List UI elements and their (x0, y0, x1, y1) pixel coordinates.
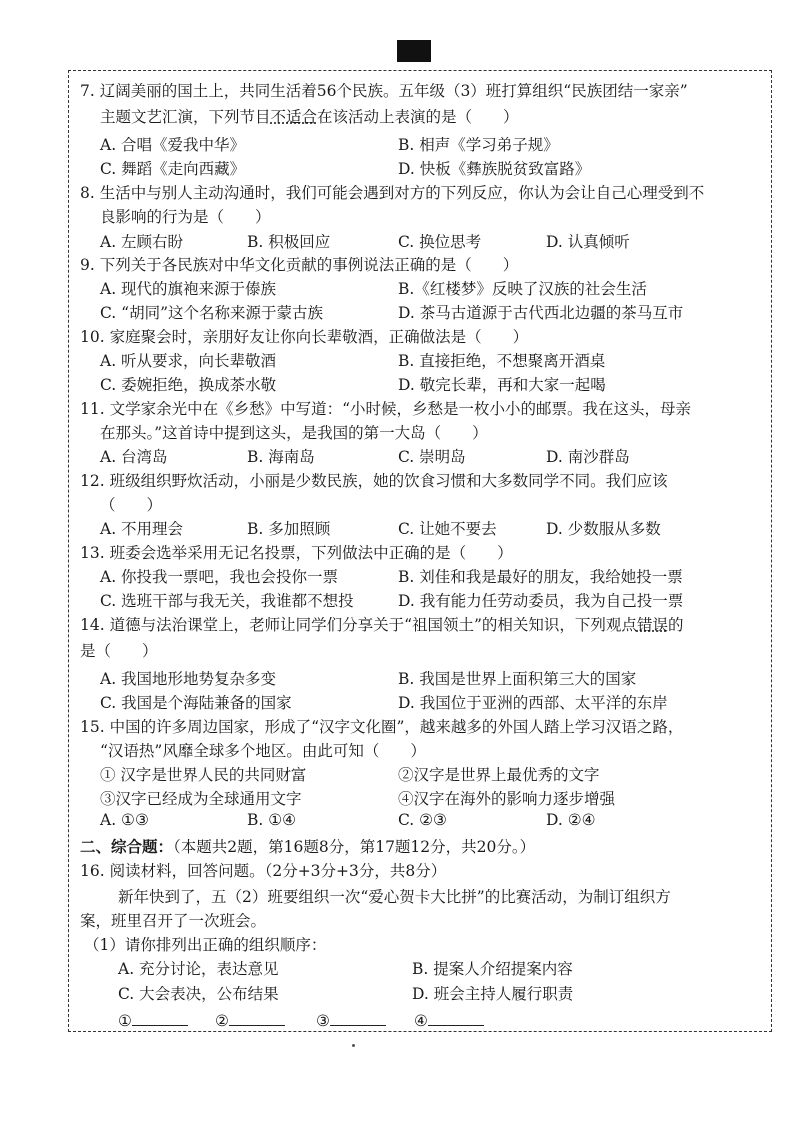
blank-1-label: ① (118, 1012, 132, 1030)
q14-option-b: B. 我国是世界上面积第三大的国家 (398, 670, 637, 688)
q15-option-a: A. ①③ (100, 811, 149, 829)
q8-option-b: B. 积极回应 (247, 233, 331, 251)
q15-stem-line2: “汉语热”风靡全球多个地区。由此可知（ ） (100, 742, 426, 760)
q9-stem: 9. 下列关于各民族对中华文化贡献的事例说法正确的是（ ） (80, 256, 519, 274)
q7-option-d: D. 快板《彝族脱贫致富路》 (398, 160, 591, 178)
q12-stem-line2: （ ） (100, 496, 163, 514)
q10-option-b: B. 直接拒绝，不想聚离开酒桌 (398, 352, 606, 370)
q7-stem-line1: 7. 辽阔美丽的国土上，共同生活着56个民族。五年级（3）班打算组织“民族团结一家亲” (80, 82, 688, 100)
q16-answer-blank-2[interactable] (215, 1011, 285, 1030)
q11-option-c: C. 崇明岛 (398, 448, 466, 466)
q8-stem-line1: 8. 生活中与别人主动沟通时，我们可能会遇到对方的下列反应，你认为会让自己心理受到不 (80, 184, 705, 202)
header-black-block (397, 40, 431, 62)
section2-header (80, 835, 535, 857)
q14-stem-line1 (80, 613, 683, 635)
q11-stem-line2: 在那头。”这首诗中提到这头，是我国的第一大岛（ ） (100, 424, 488, 442)
q16-option-d: D. 班会主持人履行职责 (412, 985, 574, 1003)
q8-option-d: D. 认真倾听 (546, 233, 630, 251)
blank-4-line[interactable] (428, 1011, 484, 1026)
q9-option-c: C. “胡同”这个名称来源于蒙古族 (100, 304, 324, 322)
q15-statement-1: ① 汉字是世界人民的共同财富 (100, 766, 307, 784)
q15-option-b: B. ①④ (247, 811, 297, 829)
q9-option-b: B.《红楼梦》反映了汉族的社会生活 (398, 280, 647, 298)
q7-emphasis-text: 不适合 (270, 108, 318, 126)
q7-option-a: A. 合唱《爱我中华》 (100, 136, 246, 154)
q8-option-c: C. 换位思考 (398, 233, 482, 251)
q7-option-b: B. 相声《学习弟子规》 (398, 136, 559, 154)
scan-speck (352, 1044, 355, 1047)
q11-option-d: D. 南沙群岛 (546, 448, 630, 466)
q9-option-a: A. 现代的旗袍来源于傣族 (100, 280, 277, 298)
q16-option-b: B. 提案人介绍提案内容 (412, 960, 573, 978)
q16-material-line2: 案，班里召开了一次班会。 (80, 912, 267, 930)
blank-1-line[interactable] (132, 1011, 188, 1026)
q12-option-c: C. 让她不要去 (398, 520, 497, 538)
q14-option-a: A. 我国地形地势复杂多变 (100, 670, 277, 688)
q16-subquestion-1: （1）请你排列出正确的组织顺序： (84, 936, 327, 954)
blank-3-label: ③ (316, 1012, 330, 1030)
q11-option-b: B. 海南岛 (247, 448, 315, 466)
blank-2-line[interactable] (229, 1011, 285, 1026)
q14-stem-post: 的 (667, 616, 684, 634)
q13-option-a: A. 你投我一票吧，我也会投你一票 (100, 568, 339, 586)
q12-stem-line1: 12. 班级组织野炊活动，小丽是少数民族，她的饮食习惯和大多数同学不同。我们应该 (80, 472, 668, 490)
q15-statement-2: ②汉字是世界上最优秀的文字 (398, 766, 600, 784)
q12-option-a: A. 不用理会 (100, 520, 184, 538)
q16-material-line1: 新年快到了，五（2）班要组织一次“爱心贺卡大比拼”的比赛活动，为制订组织方 (118, 888, 671, 906)
q16-stem: 16. 阅读材料，回答问题。（2分+3分+3分，共8分） (80, 862, 447, 880)
q15-statement-3: ③汉字已经成为全球通用文字 (100, 790, 302, 808)
section2-heading: 二、综合题： (80, 838, 174, 856)
q14-emphasis-text: 错误 (636, 616, 668, 634)
q14-stem-line2: 是（ ） (80, 642, 158, 660)
q15-option-c: C. ②③ (398, 811, 447, 829)
q7-option-c: C. 舞蹈《走向西藏》 (100, 160, 246, 178)
q16-answer-blank-1[interactable] (118, 1011, 188, 1030)
q16-option-c: C. 大会表决，公布结果 (118, 985, 279, 1003)
q14-stem-pre: 14. 道德与法治课堂上，老师让同学们分享关于“祖国领土”的相关知识，下列观点 (80, 616, 637, 634)
q13-option-c: C. 选班干部与我无关，我谁都不想投 (100, 592, 354, 610)
q7-stem-line2 (100, 105, 519, 127)
q12-option-b: B. 多加照顾 (247, 520, 331, 538)
q13-option-b: B. 刘佳和我是最好的朋友，我给她投一票 (398, 568, 683, 586)
q14-option-c: C. 我国是个海陆兼备的国家 (100, 694, 292, 712)
q11-option-a: A. 台湾岛 (100, 448, 168, 466)
q12-option-d: D. 少数服从多数 (546, 520, 661, 538)
q7-stem-pre: 主题文艺汇演，下列节目 (100, 108, 271, 126)
q10-option-c: C. 委婉拒绝，换成茶水敬 (100, 376, 277, 394)
q15-option-d: D. ②④ (546, 811, 596, 829)
q13-stem: 13. 班委会选举采用无记名投票，下列做法中正确的是（ ） (80, 544, 513, 562)
q13-option-d: D. 我有能力任劳动委员，我为自己投一票 (398, 592, 684, 610)
q15-statement-4: ④汉字在海外的影响力逐步增强 (398, 790, 616, 808)
q7-stem-post: 在该活动上表演的是（ ） (317, 108, 519, 126)
blank-3-line[interactable] (330, 1011, 386, 1026)
q16-answer-blank-4[interactable] (414, 1011, 484, 1030)
q10-stem: 10. 家庭聚会时，亲朋好友让你向长辈敬酒，正确做法是（ ） (80, 328, 529, 346)
q14-option-d: D. 我国位于亚洲的西部、太平洋的东岸 (398, 694, 668, 712)
section2-note: （本题共2题，第16题8分，第17题12分，共20分。） (173, 838, 536, 856)
q16-answer-blank-3[interactable] (316, 1011, 386, 1030)
blank-4-label: ④ (414, 1012, 428, 1030)
q10-option-a: A. 听从要求，向长辈敬酒 (100, 352, 277, 370)
q15-stem-line1: 15. 中国的许多周边国家，形成了“汉字文化圈”，越来越多的外国人踏上学习汉语之路， (80, 718, 684, 736)
q10-option-d: D. 敬完长辈，再和大家一起喝 (398, 376, 606, 394)
q9-option-d: D. 茶马古道源于古代西北边疆的茶马互市 (398, 304, 684, 322)
q8-stem-line2: 良影响的行为是（ ） (100, 208, 271, 226)
blank-2-label: ② (215, 1012, 229, 1030)
q11-stem-line1: 11. 文学家余光中在《乡愁》中写道：“小时候，乡愁是一枚小小的邮票。我在这头，母亲 (80, 400, 692, 418)
q16-option-a: A. 充分讨论，表达意见 (118, 960, 279, 978)
q8-option-a: A. 左顾右盼 (100, 233, 184, 251)
